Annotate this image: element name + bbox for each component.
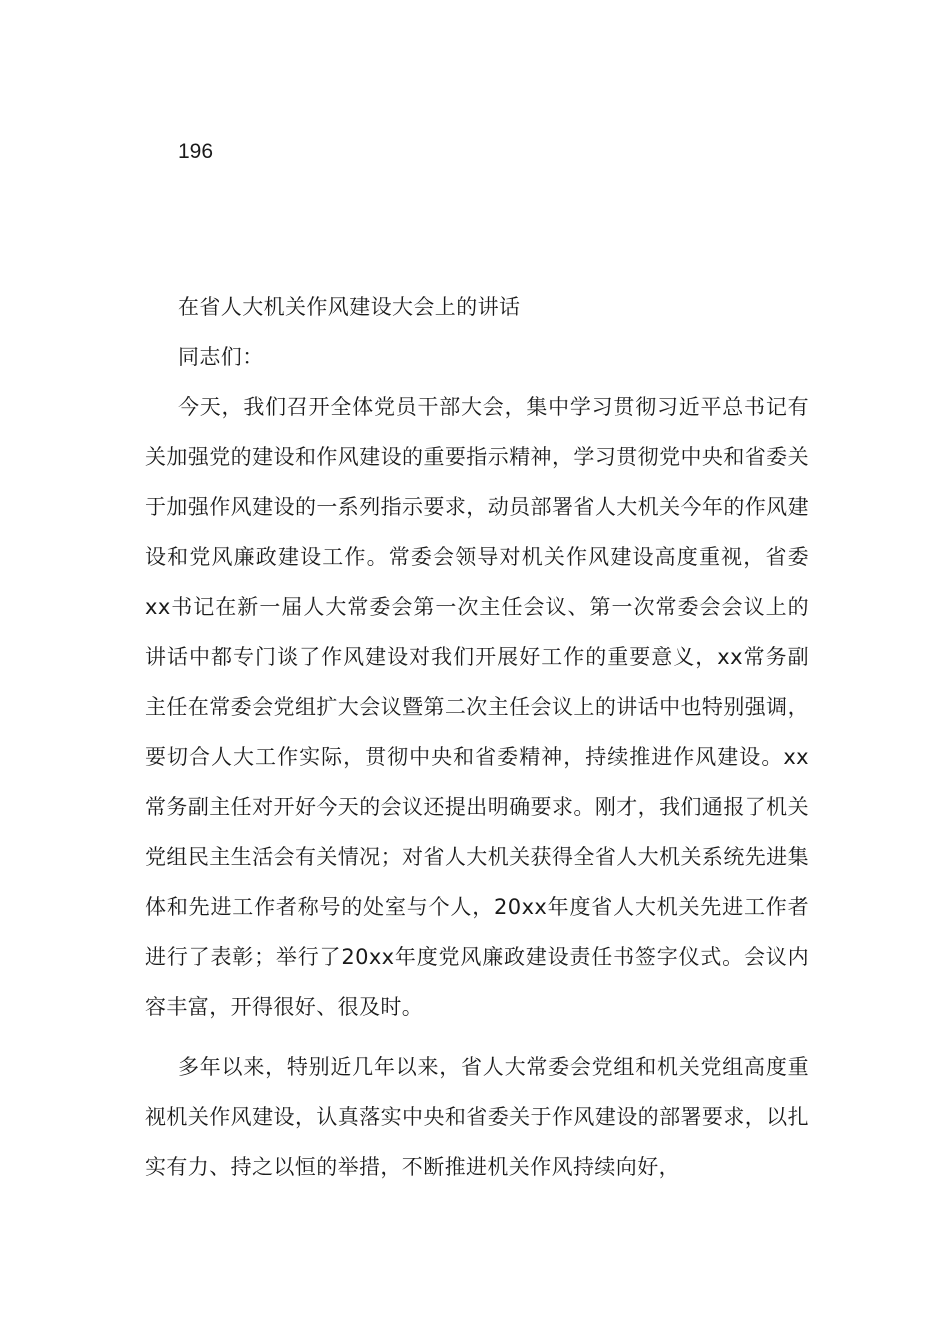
document-body: [145, 282, 809, 1192]
paragraph: 多年以来，特别近几年以来，省人大常委会党组和机关党组高度重视机关作风建设，认真落实中央和省委关于作风建设的部署要求，以扎实有力、持之以恒的举措，不断推进机关作风持续向好，: [145, 1055, 809, 1179]
speech-title: 在省人大机关作风建设大会上的讲话: [178, 295, 521, 319]
paragraph: 今天，我们召开全体党员干部大会，集中学习贯彻习近平总书记有关加强党的建设和作风建设的重要指示精神，学习贯彻党中央和省委关于加强作风建设的一系列指示要求，动员部署省人大机关今年的作风建设和党风廉政建设工作。常委会领导对机关作风建设高度重视，省委xx书记在新一届人大常委会第一次主任会议、第一次常委会会议上的讲话中都专门谈了作风建设对我们开展好工作的重要意义，xx常务副主任在常委会党组扩大会议暨第二次主任会议上的讲话中也特别强调，要切合人大工作实际，贯彻中央和省委精神，持续推进作风建设。xx常务副主任对开好今天的会议还提出明确要求。刚才，我们通报了机关党组民主生活会有关情况；对省人大机关获得全省人大机关系统先进集体和先进工作者称号的处室与个人，20xx年度省人大机关先进工作者进行了表彰；举行了20xx年度党风廉政建设责任书签字仪式。会议内容丰富，开得很好、很及时。: [145, 395, 809, 1019]
page-number: 196: [178, 140, 214, 163]
salutation: 同志们：: [178, 345, 264, 369]
